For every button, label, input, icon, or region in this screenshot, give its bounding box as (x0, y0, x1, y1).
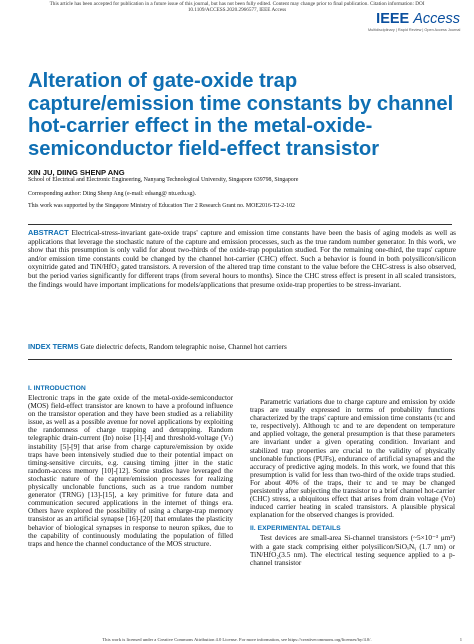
corresponding-author: Corresponding author: Diing Shenp Ang (e-mail: edsang@ ntu.edu.sg). (28, 191, 197, 197)
section-heading-experimental: II. EXPERIMENTAL DETAILS (250, 525, 341, 533)
author-list: XIN JU, DIING SHENP ANG (28, 168, 125, 177)
right-column (250, 398, 455, 567)
logo-tagline: Multidisciplinary | Rapid Review | Open Access Journal (368, 28, 461, 32)
left-column (28, 385, 233, 548)
experimental-paragraph: Test devices are small-area Si-channel transistors (~5×10⁻³ μm²) with a gate stack comprising either polysilicon/SiOₓNᵧ (1.7 nm) or TiN/HfO₂(3.5 nm). The electrical testing sequence applied to a p-channel transistor (250, 534, 455, 567)
abstract-label: ABSTRACT (28, 228, 69, 237)
funding-note: This work was supported by the Singapore Ministry of Education Tier 2 Research Grant no. MOE2016-T2-2-102 (28, 203, 295, 209)
index-terms-label: INDEX TERMS (28, 342, 79, 351)
divider-top (28, 224, 452, 225)
divider-bottom (28, 359, 452, 360)
section-heading-introduction: I. INTRODUCTION (28, 385, 86, 392)
introduction-paragraph-2: Parametric variations due to charge capture and emission by oxide traps are usually expressed in terms of probability functions characterized by the traps' capture and emission time constants (τc and τe, respectively). Although τc and τe are dependent on temperature and applied voltage, the general presumption is that these parameters are invariant under a given operating condition. Invariant and stabilized trap properties are crucial to the validity of physically unclonable functions (PUFs), endurance of artificial synapses and the accuracy of predictive aging models. In this work, we found that this presumption is valid for less than two-third of the oxide traps studied. For about 40% of the traps, their τc and τe may be changed persistently after subjecting the transistor to a brief channel hot-carrier (CHC) stress, a ubiquitous effect that arises from drain voltage (Vᴅ) induced carrier heating in scaled transistors. A plausible physical explanation for the observed changes is provided. (250, 398, 455, 520)
abstract-text: Electrical-stress-invariant gate-oxide traps' capture and emission time constants have been the basis of aging models as well as applications that leverage the stochastic nature of the capture and emission processes, such as the true random number generator. In this work, we show that this presumption is only valid for about two-thirds of the oxide-trap population studied. For the remaining one-third, the traps' capture and/or emission time constants could be changed by the channel hot-carrier (CHC) effect. Such a behavior is found in both polysilicon/silicon oxynitride gated and TiN/HfO₂ gated transistors. A reversion of the altered trap time constant to the value before the CHC-stress is also observed, but the period varies significantly for different traps (from several hours to months). Since the CHC stress effect is present in all scaled transistors, the findings would have important implications for models/applications that presume oxide-trap properties to be stress-invariant. (28, 229, 456, 289)
paper-title: Alteration of gate-oxide trap capture/emission time constants by channel hot-carrier effect in the metal-oxide-semiconductor field-effect transistor (28, 70, 454, 160)
index-terms (28, 343, 456, 352)
logo-italic: Access (413, 11, 460, 27)
publication-notice-line2: 10.1109/ACCESS.2020.2966577, IEEE Access (187, 7, 287, 14)
index-terms-text: Gate dielectric defects, Random telegraphic noise, Channel hot carriers (78, 343, 287, 351)
introduction-paragraph: Electronic traps in the gate oxide of the metal-oxide-semiconductor (MOS) field-effect transistor are known to have a profound influence on the transistor operation and they have been studied as a reliability issue, as well as a possible avenue for novel applications by exploiting the randomness of charge trapping and detrapping. Random telegraphic drain-current (Iᴅ) noise [1]-[4] and threshold-voltage (Vₜ) instability [5]-[9] that arise from charge capture/emission by oxide traps have been intensively studied due to their potential impact on timing-sensitive circuits, e.g. causing timing jitter in the static random-access memory [10]-[12]. Some studies have leveraged the stochastic nature of the capture/emission processes for realizing physically unclonable functions, such as a true random number generator (TRNG) [13]-[15], a key primitive for future data and communication secured applications in the internet of things era. Others have explored the possibility of using a charge-trap memory transistor as an artificial synapse [16]-[20] that emulates the plasticity behavior of biological synapses in response to neuron spikes, due to the capability of continuously modulating the population of filled traps and hence the channel conductance of the MOS structure. (28, 394, 233, 548)
journal-logo (368, 12, 460, 32)
publication-notice-line1: This article has been accepted for publication in a future issue of this journal, but has not been fully edited. Content may change prior to final publication. Citation information: DOI (49, 1, 425, 7)
affiliation: School of Electrical and Electronic Engineering, Nanyang Technological University, Singapore 639798, Singapore (28, 177, 299, 183)
page-number: 1 (459, 637, 462, 642)
abstract (28, 229, 456, 289)
logo-main: IEEE (376, 11, 410, 27)
license-footer: This work is licensed under a Creative Commons Attribution 4.0 License. For more information, see https://creativecommons.org/licenses/by/4.0/. (102, 637, 372, 642)
